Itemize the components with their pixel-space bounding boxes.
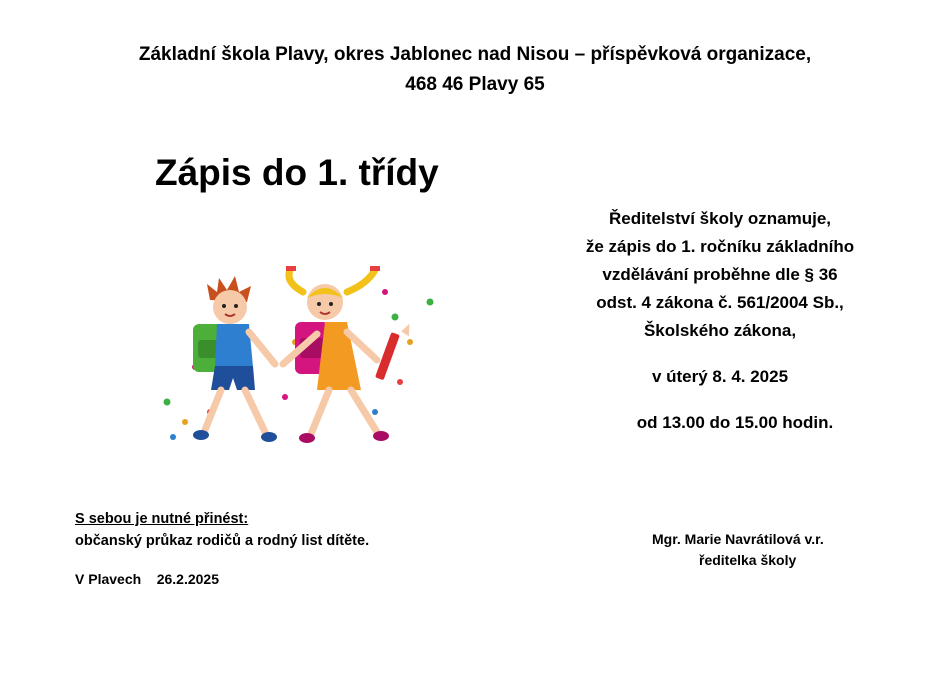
enrollment-time: od 13.00 do 15.00 hodin. bbox=[636, 413, 834, 432]
announcement-line: že zápis do 1. ročníku základního bbox=[585, 237, 855, 256]
signatory-name: Mgr. Marie Navrátilová v.r. bbox=[652, 531, 824, 547]
girl-figure-icon bbox=[283, 266, 413, 443]
boy-figure-icon bbox=[193, 276, 277, 442]
announcement-line: Ředitelství školy oznamuje, bbox=[608, 209, 831, 228]
signature-block bbox=[652, 529, 824, 571]
school-address: 468 46 Plavy 65 bbox=[405, 74, 545, 95]
enrollment-date: v úterý 8. 4. 2025 bbox=[651, 367, 789, 386]
required-documents bbox=[75, 508, 369, 552]
children-with-backpacks-icon bbox=[155, 262, 445, 467]
announcement bbox=[550, 205, 890, 437]
announcement-line: vzdělávání proběhne dle § 36 bbox=[602, 265, 838, 284]
place-and-date bbox=[75, 571, 219, 587]
page-title: Zápis do 1. třídy bbox=[155, 152, 439, 193]
announcement-line: Školského zákona, bbox=[643, 321, 797, 340]
issue-date: 26.2.2025 bbox=[156, 571, 220, 587]
signatory-role: ředitelka školy bbox=[699, 552, 797, 568]
place: V Plavech bbox=[75, 571, 142, 587]
school-header bbox=[0, 40, 950, 100]
school-name: Základní škola Plavy, okres Jablonec nad Nisou – příspěvková organizace, bbox=[138, 44, 812, 65]
pencil-icon bbox=[375, 322, 413, 380]
required-documents-heading: S sebou je nutné přinést: bbox=[75, 511, 249, 527]
announcement-line: odst. 4 zákona č. 561/2004 Sb., bbox=[596, 293, 844, 312]
required-documents-list: občanský průkaz rodičů a rodný list dítěte. bbox=[75, 533, 370, 549]
